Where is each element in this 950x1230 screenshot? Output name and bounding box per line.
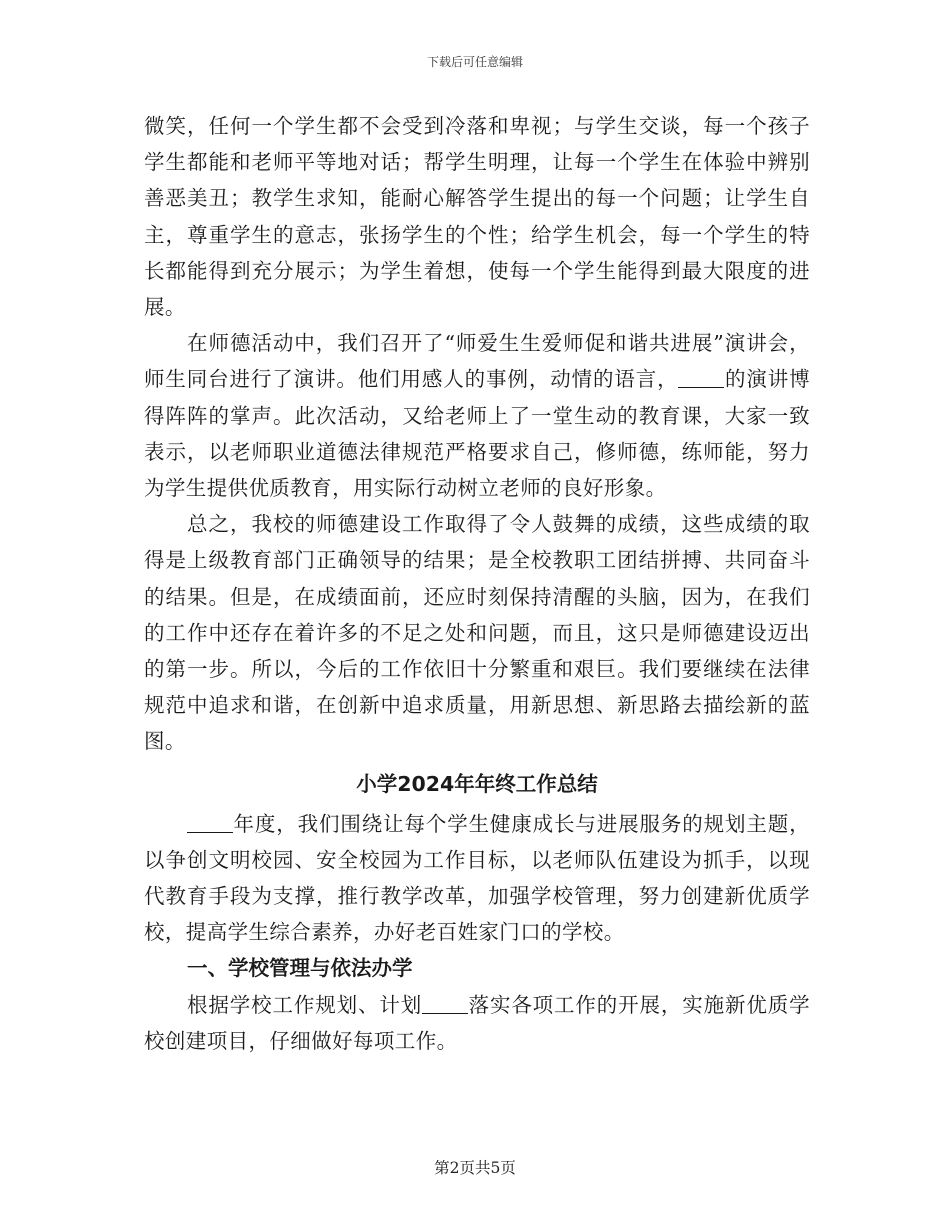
paragraph-1: 微笑，任何一个学生都不会受到冷落和卑视；与学生交谈，每一个孩子学生都能和老师平等地对话；帮学生明理，让每一个学生在体验中辨别善恶美丑；教学生求知，能耐心解答学生提出的每一个问题；让学生自主，尊重学生的意志，张扬学生的个性；给学生机会，每一个学生的特长都能得到充分展示；为学生着想，使每一个学生能得到最大限度的进展。: [144, 114, 810, 320]
paragraph-5-part-b: 落实各项工作的开展，实施新优质学校创建项目，仔细做好每项工作。: [144, 992, 810, 1053]
paragraph-4-text: 年度，我们围绕让每个学生健康成长与进展服务的规划主题，以争创文明校园、安全校园为工作目标，以老师队伍建设为抓手，以现代教育手段为支撑，推行教学改革，加强学校管理，努力创建新优质学校，提高学生综合素养，办好老百姓家门口的学校。: [144, 811, 810, 945]
paragraph-2-part-a: 在师德活动中，我们召开了“师爱生生爱师促和谐共进展”演讲会，师生同台进行了演讲。他们用感人的事例，动情的语言，: [144, 331, 810, 392]
paragraph-2-part-b: 的演讲博得阵阵的掌声。此次活动，又给老师上了一堂生动的教育课，大家一致表示，以老师职业道德法律规范严格要求自己，修师德，练师能，努力为学生提供优质教育，用实际行动树立老师的良好形象。: [144, 367, 811, 501]
document-title: 小学2024年年终工作总结: [356, 771, 598, 796]
section-heading: 一、学校管理与依法办学: [187, 956, 413, 981]
paragraph-3: 总之，我校的师德建设工作取得了令人鼓舞的成绩，这些成绩的取得是上级教育部门正确领导的结果；是全校教职工团结拼搏、共同奋斗的结果。但是，在成绩面前，还应时刻保持清醒的头脑，因为，在我们的工作中还存在着许多的不足之处和问题，而且，这只是师德建设迈出的第一步。所以，今后的工作依旧十分繁重和艰巨。我们要继续在法律规范中追求和谐，在创新中追求质量，用新思想、新思路去描绘新的蓝图。: [144, 512, 810, 754]
document-body: [144, 108, 810, 1059]
fill-blank: [422, 992, 468, 1014]
paragraph-2: [144, 325, 810, 506]
fill-blank: [187, 811, 233, 833]
page-footer: 第2页共5页: [434, 1159, 516, 1177]
fill-blank: [678, 367, 724, 389]
header-note: 下载后可任意编辑: [426, 55, 523, 69]
paragraph-4: [144, 806, 810, 951]
paragraph-5-part-a: 根据学校工作规划、计划: [187, 992, 423, 1017]
paragraph-5: [144, 987, 810, 1059]
